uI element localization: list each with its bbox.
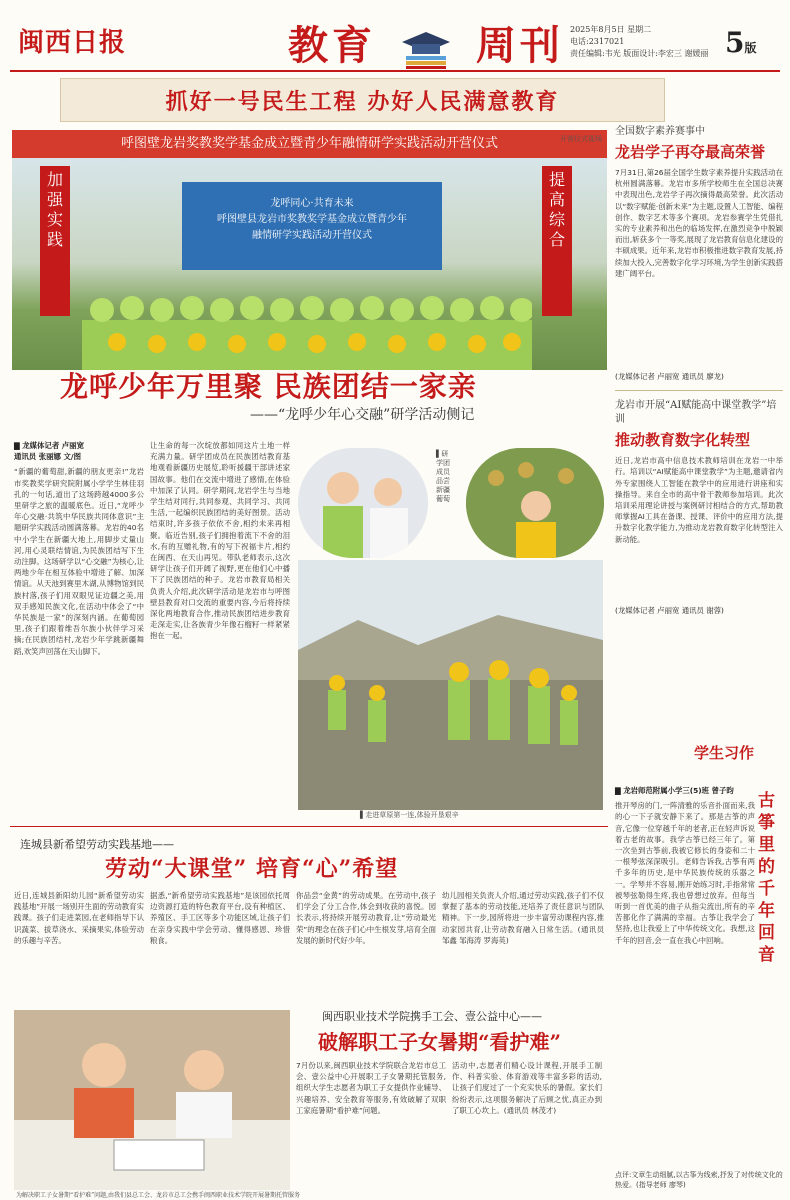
grassland-walk-photo xyxy=(298,560,603,810)
hero-photo xyxy=(12,130,607,370)
student-essay-title: 古筝里的千年回音 xyxy=(758,791,775,965)
article2-body: 近日,龙岩市高中信息技术教师培训在龙岩一中举行。培训以“AI赋能高中课堂教学”为主题,邀请省内外专家围绕人工智能在教学中的应用进行讲座和实操指导。来自全市的高中骨干教师参加培训。此次培训采用理论讲授与案例研讨相结合的方式,帮助教师掌握AI工具在备课、授课、评价中的应用方法,提升数字化教学能力,为推动龙岩教育数字化转型注入新动能。 xyxy=(615,456,783,544)
article1-kicker: 全国数字素养赛事中 xyxy=(615,126,705,137)
hero-board-line: 龙呼同心·共育未来 xyxy=(270,198,354,209)
right-news-column xyxy=(615,125,783,616)
vocational-headline: 破解职工子女暑期“看护难” xyxy=(318,1030,562,1054)
section-title-part1: 教育 xyxy=(288,22,376,69)
hero-right-pole: 提高综合 xyxy=(542,166,572,316)
issue-phone: 电话:2317021 xyxy=(570,37,625,46)
labor-headline: 劳动“大课堂” 培育“心”希望 xyxy=(105,856,399,882)
vocational-kicker: 闽西职业技术学院携手工会、壹公益中心—— xyxy=(322,1010,542,1023)
feature-column-1 xyxy=(14,440,144,810)
article1-byline: (龙媒体记者 卢丽宽 通讯员 廖龙) xyxy=(615,372,724,381)
hero-caption: 开营仪式现场 xyxy=(560,135,602,143)
article2-kicker: 龙岩市开展“AI赋能高中课堂教学”培训 xyxy=(615,400,777,426)
grassland-walk-illustration xyxy=(298,560,603,810)
article1-headline: 龙岩学子再夺最高荣誉 xyxy=(615,143,766,161)
newspaper-logo: 闽西日报 xyxy=(18,28,127,58)
labor-body-4: 幼儿园相关负责人介绍,通过劳动实践,孩子们不仅掌握了基本的劳动技能,还培养了责任意识与团队精神。下一步,园所将进一步丰富劳动课程内容,推动家园共育,让劳动教育融入日常生活。(通讯员 邹鑫 邹海涛 罗海英) xyxy=(442,891,604,945)
labor-body-3: 你品尝“金黄”的劳动成果。在劳动中,孩子们学会了分工合作,体会到收获的喜悦。园长表示,将持续开展劳动教育,让“劳动最光荣”的理念在孩子们心中生根发芽,培育全面发展的新时代好少年。 xyxy=(296,891,436,945)
page-number-suffix: 版 xyxy=(744,41,757,55)
article2-byline: (龙媒体记者 卢丽宽 通讯员 谢蓉) xyxy=(615,606,724,616)
labor-body-1: 近日,连城县新阳幼儿园“新希望劳动实践基地”开展一场别开生面的劳动教育实践课。孩子们走进菜园,在老师指导下认识蔬菜、拔草浇水、采摘果实,体验劳动的乐趣与辛苦。 xyxy=(14,891,144,945)
page-number-digit: 5 xyxy=(725,26,745,59)
hero-board-line: 呼图壁县龙岩市奖教奖学基金成立暨青少年 xyxy=(217,214,407,225)
closing-note: 点评:文章生动细腻,以古筝为线索,抒发了对传统文化的热爱。(指导老师 廖琴) xyxy=(615,1171,783,1189)
slogan-text: 抓好一号民生工程 办好人民满意教育 xyxy=(165,88,560,115)
masthead xyxy=(10,8,780,70)
hero-left-pole: 加强实践 xyxy=(40,166,70,316)
student-essay-body: 推开琴房的门,一阵清雅的乐音扑面而来,我的心一下子就安静下来了。那是古筝的声音,它像一位穿越千年的老者,正在轻声诉说着古老的故事。我学古筝已经三年了。第一次坐到古筝前,我被它修长的身姿和二十一根琴弦深深吸引。老师告诉我,古筝有两千多年的历史,是中华民族传统的乐器之一。学琴并不容易,刚开始练习时,手指常常被琴弦勒得生疼,我也曾想过放弃。但每当听到一首优美的曲子从指尖流出,所有的辛苦都化作了满满的幸福。古筝让我学会了坚持,也让我爱上了中华传统文化。我想,这千年的回音,会一直在我心中回响。 xyxy=(615,801,755,945)
vocational-body-1: 7月份以来,闽西职业技术学院联合龙岩市总工会、壹公益中心开展职工子女暑期托管服务,组织大学生志愿者为职工子女提供作业辅导、兴趣培养、安全教育等服务,有效破解了双职工家庭暑期“看护难”问题。 xyxy=(296,1061,446,1115)
student-essay xyxy=(615,785,755,1165)
student-author: ▇ 龙岩师范附属小学三(5)班 曾子昀 xyxy=(615,786,734,795)
hero-board-line: 融情研学实践活动开营仪式 xyxy=(252,230,372,241)
kids-photo-caption: ▌研学团成员品尝新疆葡萄 xyxy=(436,450,450,503)
kids-photo-pair xyxy=(298,448,603,558)
feature-byline: ▇ 龙媒体记者 卢丽宽 通讯员 张丽娜 文/图 xyxy=(14,441,84,462)
feature-subhead: ——“龙呼少年心交融”研学活动侧记 xyxy=(250,407,475,423)
student-group-illustration xyxy=(82,280,532,370)
tutoring-illustration xyxy=(14,1010,290,1190)
hero-board xyxy=(182,182,442,270)
feature-headline: 龙呼少年万里聚 民族团结一家亲 xyxy=(60,370,477,403)
section-title xyxy=(288,14,564,71)
kids-photo-right-illustration xyxy=(466,448,604,558)
feature-body-1: “新疆的葡萄甜,新疆的朋友更亲!”龙岩市奖教奖学研究院附属小学学生林佳羽孔的一句话,道出了这场跨越4000多公里研学之旅的温暖底色。近日,“龙呼少年心交融·共筑中华民族共同体意识”主题研学实践活动圆满落幕。龙岩的40名中小学生在新疆大地上,用脚步丈量山河,用心灵联结情谊,为民族团结写下生动注脚。这场研学以“心交融”为核心,让两地少年在相互体验中增进了解、加深情谊。从天池到赛里木湖,从博物馆到民族村落,孩子们用双眼见证边疆之美,用双手感知民族文化,在活动中体会了“中华民族是一家”的深刻内涵。在葡萄园里,孩子们跟着维吾尔族小伙伴学习采摘;在民族团结村,龙岩少年学跳新疆舞蹈,欢笑声回荡在天山脚下。 xyxy=(14,467,144,656)
article1-body: 7月31日,第26届全国学生数字素养提升实践活动在杭州圆满落幕。龙岩市多所学校师生在全国总决赛中表现出色,龙岩学子再次摘得最高荣誉。此次活动以“数字赋能·创新未来”为主题,设置人工智能、编程创作、数字艺术等多个赛项。龙岩参赛学生凭借扎实的专业素养和出色的临场发挥,在激烈竞争中脱颖而出,斩获多个一等奖,展现了龙岩教育信息化建设的丰硕成果。近年来,龙岩市积极推进数字教育发展,持续加大投入,完善数字化学习环境,为学生创新实践搭建广阔平台。 xyxy=(615,168,783,278)
feature-column-2 xyxy=(150,440,290,810)
lower-section-rule xyxy=(10,826,608,827)
issue-editors: 责任编辑:韦光 版面设计:李宏三 谢媛丽 xyxy=(570,49,709,58)
labor-kicker: 连城县新希望劳动实践基地—— xyxy=(20,838,174,851)
masthead-rule xyxy=(10,70,780,72)
feature-body-2: 让生命的每一次绽放都如同这片土地一样充满力量。研学团成员在民族团结教育基地观看新疆历史展览,聆听援疆干部讲述家国故事。他们在交流中增进了感情,在体验中加深了认同。研学期间,龙岩学生与当地学生结对同行,共同参观、共同学习、共同生活,一起编织民族团结的美好图景。活动结束时,许多孩子依依不舍,相约未来再相聚。临近告别,孩子们拥抱着流下不舍的泪水,有的互赠礼物,有的写下祝福卡片,相约在闽西、在天山再见。带队老师表示,这次研学让孩子们开阔了视野,更在他们心中播下了民族团结的种子。龙岩市教育局相关负责人介绍,此次研学活动是龙岩市与呼图壁县教育对口交流的重要内容,今后将持续深化两地教育合作,推动民族团结进步教育走深走实,让各族青少年像石榴籽一样紧紧抱在一起。 xyxy=(150,441,290,641)
kids-photo-right xyxy=(466,448,604,558)
section-title-part2: 周刊 xyxy=(475,22,564,69)
labor-body-2: 据悉,“新希望劳动实践基地”是该园依托周边资源打造的特色教育平台,设有种植区、养殖区、手工区等多个功能区域,让孩子们在亲身实践中学会劳动、懂得感恩、珍惜粮食。 xyxy=(150,891,290,945)
article2-headline: 推动教育数字化转型 xyxy=(615,431,751,450)
issue-date: 2025年8月5日 星期二 xyxy=(570,25,652,34)
kids-photo-left xyxy=(298,448,428,558)
slogan-banner xyxy=(60,78,665,122)
tutoring-photo xyxy=(14,1010,290,1190)
tutoring-caption: 为解决职工子女暑期“看护难”问题,由我们县总工会、龙岩市总工会携手闽西职业技术学院开展暑期托管服务 xyxy=(16,1192,301,1199)
column-separator xyxy=(615,390,783,391)
page-number xyxy=(725,26,757,59)
kids-photo-left-illustration xyxy=(298,448,428,558)
student-writing-mark: 学生习作 xyxy=(694,744,755,762)
hero-banner: 呼图壁龙岩奖教奖学基金成立暨青少年融情研学实践活动开营仪式 xyxy=(12,130,607,158)
issue-meta xyxy=(570,24,708,60)
grassland-walk-caption: ▌走进草原第一连,体验开垦艰辛 xyxy=(360,811,459,819)
vocational-body-2: 活动中,志愿者们精心设计课程,开展手工制作、科普实验、体育游戏等丰富多彩的活动,让孩子们度过了一个充实快乐的暑假。家长们纷纷表示,这项服务解决了后顾之忧,真正办到了职工心坎上。(通讯员 林茂才) xyxy=(452,1061,602,1115)
graduation-cap-icon xyxy=(400,28,452,70)
